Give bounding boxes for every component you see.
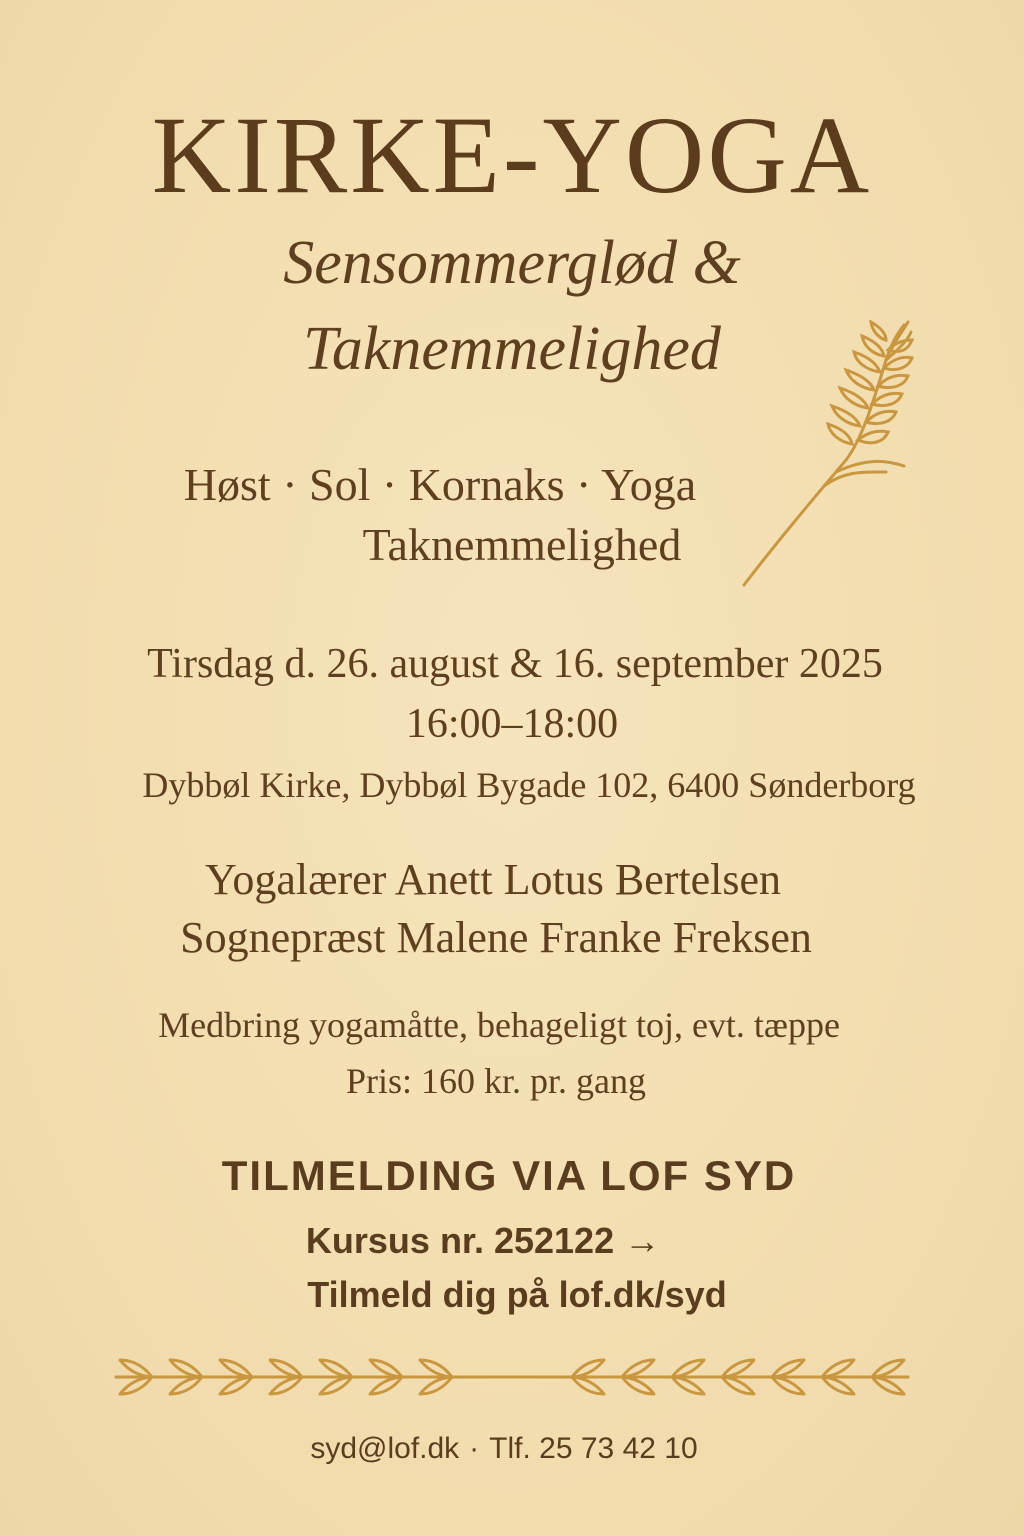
subtitle-line-2: Taknemmelighed <box>303 315 721 383</box>
price: Pris: 160 kr. pr. gang <box>345 1061 646 1101</box>
course-number: Kursus nr. 252122 → <box>305 1220 661 1261</box>
poster-title: KIRKE-YOGA <box>151 94 873 216</box>
subtitle-line-1: Sensommerglød & <box>283 229 741 297</box>
keywords-line-1: Høst · Sol · Kornaks · Yoga <box>183 459 697 510</box>
event-date: Tirsdag d. 26. august & 16. september 2025 <box>147 641 883 687</box>
event-time: 16:00–18:00 <box>405 701 619 747</box>
register-link[interactable]: Tilmeld dig på lof.dk/syd <box>307 1274 727 1315</box>
contact-info <box>0 1432 1008 1466</box>
parish-priest: Sognepræst Malene Franke Freksen <box>180 913 812 962</box>
event-location: Dybbøl Kirke, Dybbøl Bygade 102, 6400 Sønderborg <box>142 765 916 805</box>
contact-email[interactable]: syd@lof.dk <box>310 1432 460 1465</box>
signup-heading: TILMELDING VIA LOF SYD <box>221 1152 797 1199</box>
laurel-branch-divider <box>112 1352 912 1402</box>
yoga-teacher: Yogalærer Anett Lotus Bertelsen <box>204 855 782 904</box>
bring-items: Medbring yogamåtte, behageligt toj, evt. tæppe <box>158 1005 840 1045</box>
contact-separator: · <box>469 1432 480 1465</box>
contact-phone[interactable]: Tlf. 25 73 42 10 <box>489 1432 698 1465</box>
keywords-line-2: Taknemmelighed <box>362 519 682 570</box>
